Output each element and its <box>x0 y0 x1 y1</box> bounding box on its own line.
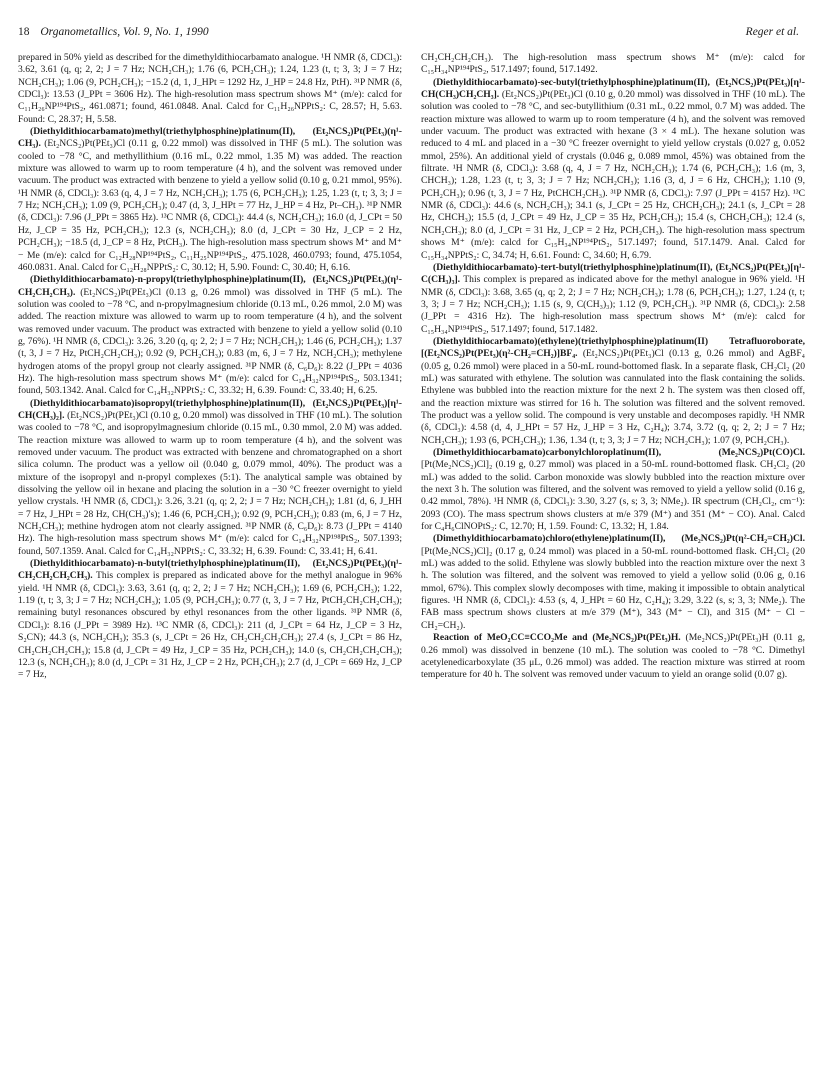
paragraph-text: (Et₂NCS₂)Pt(PEt₃)Cl (0.10 g, 0.20 mmol) was dissolved in THF (10 mL). The solution was cooled to −78 °C, and isopropylmagnesium chloride (0.15 mL, 0.30 mmol, 2.0 M) was added. The reaction mixture was allowed to warm up to room temperature (4 h), and the solvent was removed under vacuum. The product was extracted with benzene and chromatographed on a short silica column. The product was a yellow oil (0.040 g, 0.079 mmol, 40%). The product was a mixture of the isopropyl and n-propyl complexes (5:1). The analytical sample was obtained by dissolving the yellow oil in hexane and placing the solution in a −30 °C freezer overnight to yield yellow crystals. ¹H NMR (δ, CDCl₃): 3.26, 3.21 (q, q; 2, 2; J = 7 Hz; NCH₂CH₃); 1.81 (d, 6, J_HH = 7 Hz, J_HPt = 28 Hz, CH(CH₃)′s); 1.46 (6, PCH₂CH₃); 0.92 (9, PCH₂CH₃); 0.83 (m, 6, J = 7 Hz, NCH₂CH₃); methine hydrogen atom not clearly assigned. ³¹P NMR (δ, C₆D₆): 8.73 (J_PPt = 4140 Hz). The high-resolution mass spectrum shows M⁺ (m/e): calcd for C₁₄H₃₂NP¹⁹⁸PtS₂, 507.1393; found, 507.1359. Anal. Calcd for C₁₄H₃₂NPPtS₂: C, 33.32; H, 6.39. Found: C, 33.41; H, 6.41. <box>18 409 402 557</box>
paragraph-text: This complex is prepared as indicated above for the methyl analogue in 96% yield. ¹H NMR (δ, CDCl₃): 3.63, 3.61 (q, q; 2, 2; J = 7 Hz; NCH₂CH₃); 1.69 (6, PCH₂CH₃); 1.22, 1.19 (t, t; 3, 3; J = 7 Hz; NCH₂CH₃); 1.05 (9, PCH₂CH₃); 0.77 (t, 3, J = 7 Hz, PtCH₂CH₂CH₂CH₃); remaining butyl resonances obscured by ethyl resonances from the other ligands. ³¹P NMR (δ, CDCl₃): 8.16 (J_PPt = 3989 Hz). ¹³C NMR (δ, CDCl₃): 211 (d, J_CPt = 64 Hz, J_CP = 3 Hz, S₂CN); 44.3 (s, NCH₂CH₃); 35.3 (s, J_CPt = 26 Hz, CH₂CH₂CH₂CH₃); 27.4 (s, J_CPt = 86 Hz, CH₂CH₂CH₂CH₃); 15.8 (d, J_CPt = 49 Hz, J_CP = 35 Hz, PCH₂CH₃); 14.0 (s, CH₂CH₂CH₂CH₃); 12.3 (s, NCH₂CH₃); 8.0 (d, J_CPt = 31 Hz, J_CP = 2 Hz, PCH₂CH₃); 2.7 (d, J_CPt = 669 Hz, J_CP = 7 Hz, <box>18 570 402 681</box>
compound-heading: (Diethyldithiocarbamato)isopropyl(triethylphosphine)platinum(II), (Et₂NCS₂)Pt(PEt₃)[η¹-CH(CH₃)₂]. <box>18 397 402 421</box>
paragraph <box>18 126 402 274</box>
paragraph-text: This complex is prepared as indicated above for the methyl analogue in 96% yield. ¹H NMR (δ, CDCl₃): 3.68, 3.65 (q, q; 2, 2; J = 7 Hz; NCH₂CH₃); 1.78 (6, PCH₂CH₃); 1.27, 1.24 (t, t; 3, 3; J = 7 Hz; NCH₂CH₃); 1.15 (s, 9, C(CH₃)₃); 1.12 (9, PCH₂CH₃). ³¹P NMR (δ, CDCl₃): 2.58 (J_PPt = 4316 Hz). The high-resolution mass spectrum shows M⁺ (m/e): calcd for C₁₅H₃₄NP¹⁹⁴PtS₂, 517.1497; found, 517.1482. <box>421 274 805 335</box>
header-left <box>18 26 209 38</box>
paragraph-text: (Me₂NCS₂)Pt(PEt₃)H (0.11 g, 0.26 mmol) was dissolved in benzene (10 mL). The solution was cooled to −78 °C. Dimethyl acetylenedicarboxylate (35 μL, 0.26 mmol) was added. The reaction mixture was stirred at room temperature for 40 h. The solvent was removed under vacuum to yield an orange solid (0.07 g). <box>421 632 805 681</box>
paragraph-continued <box>18 52 402 126</box>
compound-heading: (Diethyldithiocarbamato)-tert-butyl(triethylphosphine)platinum(II), (Et₂NCS₂)Pt(PEt₃)[η¹-C(CH₃)₃]. <box>421 261 805 286</box>
journal-citation: Organometallics, Vol. 9, No. 1, 1990 <box>40 26 209 38</box>
paragraph <box>421 336 805 447</box>
paragraph-text: prepared in 50% yield as described for the dimethyldithiocarbamato analogue. ¹H NMR (δ, CDCl₃): 3.62, 3.61 (q, q; 2, 2; J = 7 Hz; NCH₂CH₃); 1.76 (6, PCH₂CH₃); 1.24, 1.23 (t, t; 3, 3; J = 7 Hz; NCH₂CH₃); 1.06 (9, PCH₂CH₃); −15.2 (d, 1, J_HPt = 1292 Hz, J_HP = 24.8 Hz, PtH). ³¹P NMR (δ, CDCl₃): 13.53 (J_PPt = 3606 Hz). The high-resolution mass spectrum shows M⁺ (m/e): calcd for C₁₁H₂₆NP¹⁹⁴PtS₂, 461.0871; found, 461.0848. Anal. Calcd for C₁₁H₂₆NPPtS₂: C, 28.57; H, 5.63. Found: C, 28.37; H, 5.58. <box>18 52 402 125</box>
compound-heading: (Diethyldithiocarbamato)-sec-butyl(triethylphosphine)platinum(II), (Et₂NCS₂)Pt(PEt₃)[η¹-CH(CH₃)CH₂CH₃]. <box>421 76 805 101</box>
paragraph-text: [Pt(Me₂NCS₂)Cl]₂ (0.17 g, 0.24 mmol) was placed in a 50-mL round-bottomed flask. CH₂Cl₂ (20 mL) was added to the solid. Ethylene was slowly bubbled into the reaction mixture over the next 3 h. The solution was filtered, and the solvent was removed to yield a yellow solid (0.06 g, 0.16 mmol, 67%). This complex slowly decomposes with time, making it impossible to obtain analytical figures. ¹H NMR (δ, CDCl₃): 4.53 (s, 4, J_HPt = 60 Hz, C₂H₄); 3.29, 3.22 (s, s; 3, 3; NMe₂). The FAB mass spectrum shows clusters at m/e 379 (M⁺), 343 (M⁺ − Cl), and 315 (M⁺ − Cl − CH₂=CH₂). <box>421 545 805 631</box>
paragraph-text: (Et₂NCS₂)Pt(PEt₃)Cl (0.10 g, 0.20 mmol) was dissolved in THF (10 mL). The solution was cooled to −78 °C, and sec-butyllithium (0.31 mL, 0.22 mmol, 0.7 M) was added. The reaction mixture was allowed to warm up to room temperature (4 h), and the solvent was removed under vacuum. The product was extracted with hexane (3 × 4 mL). The hexane solution was reduced to 4 mL and placed in a −30 °C freezer overnight to yield yellow crystals (0.027 g, 0.052 mmol, 25%). An additional yield of crystals (0.046 g, 0.089 mmol, 45%) was obtained from the filtrate. ¹H NMR (δ, CDCl₃): 3.68 (q, 4, J = 7 Hz, NCH₂CH₃); 1.74 (6, PCH₂CH₃); 1.6 (m, 3, CHCH₃); 1.28, 1.23 (t, t; 3, 3; J = 7 Hz; NCH₂CH₃); 1.16 (3, d, J = 6 Hz, CHCH₃); 1.10 (9, PCH₂CH₃); 0.96 (t, 3, J = 7 Hz, PtCHCH₂CH₃). ³¹P NMR (δ, CDCl₃): 7.97 (J_PPt = 4157 Hz). ¹³C NMR (δ, CDCl₃): 44.6 (s, NCH₂CH₃); 34.1 (s, J_CPt = 25 Hz, CHCH₂CH₃); 24.1 (s, J_CPt = 28 Hz, CHCH₃); 15.5 (d, J_CPt = 49 Hz, J_CP = 35 Hz, PCH₂CH₃); 15.4 (s, CHCH₂CH₃); 12.4 (s, NCH₂CH₃); 8.0 (d, J_CPt = 31 Hz, J_CP = 2 Hz, PCH₂CH₃). The high-resolution mass spectrum shows M⁺ (m/e): calcd for C₁₅H₃₄NP¹⁹⁴PtS₂, 517.1497; found, 517.1479. Anal. Calcd for C₁₅H₃₄NPPtS₂: C, 34.74; H, 6.61. Found: C, 34.60; H, 6.79. <box>421 89 805 261</box>
page-number: 18 <box>18 26 30 38</box>
paragraph-text: (Et₂NCS₂)Pt(PEt₃)Cl (0.13 g, 0.26 mmol) was dissolved in THF (5 mL). The solution was cooled to −78 °C, and n-propylmagnesium chloride (0.13 mL, 0.26 mmol, 2.0 M) was added. The reaction mixture was allowed to warm up to room temperature (4 h), and the solvent was removed under vacuum. The product was extracted with benzene to yield a yellow solid (0.10 g, 76%). ¹H NMR (δ, CDCl₃): 3.26, 3.20 (q, q; 2, 2; J = 7 Hz; NCH₂CH₃); 1.46 (6, PCH₂CH₃); 1.37 (t, 3, J = 7 Hz, PtCH₂CH₂CH₃); 0.92 (9, PCH₂CH₃); 0.83 (m, 6, J = 7 Hz, NCH₂CH₃); methylene hydrogen atoms of the propyl group not clearly assigned. ³¹P NMR (δ, C₆D₆): 8.22 (J_PPt = 4036 Hz). The high-resolution mass spectrum shows M⁺ (m/e): calcd for C₁₄H₃₂NP¹⁹⁴PtS₂, 503.1341; found, 503.1342. Anal. Calcd for C₁₄H₃₂NPPtS₂: C, 33.32; H, 6.39. Found: C, 33.40; H, 6.25. <box>18 286 402 397</box>
compound-heading: (Diethyldithiocarbamato)-n-propyl(triethylphosphine)platinum(II), (Et₂NCS₂)Pt(PEt₃)(η¹-CH₂CH₂CH₃). <box>18 274 402 298</box>
paragraph <box>421 632 805 681</box>
compound-heading: Reaction of MeO₂CC≡CCO₂Me and (Me₂NCS₂)Pt(PEt₃)H. <box>433 632 686 644</box>
paragraph-continued <box>421 52 805 77</box>
compound-heading: (Dimethyldithiocarbamato)chloro(ethylene)platinum(II), (Me₂NCS₂)Pt(η²-CH₂=CH₂)Cl. <box>433 533 805 545</box>
compound-heading: (Dimethyldithiocarbamato)carbonylchloroplatinum(II), (Me₂NCS₂)Pt(CO)Cl. <box>433 447 805 458</box>
running-authors: Reger et al. <box>745 26 799 38</box>
running-header <box>18 26 799 42</box>
paragraph <box>18 274 402 397</box>
paragraph-text: (Et₂NCS₂)Pt(PEt₃)Cl (0.11 g, 0.22 mmol) was dissolved in THF (5 mL). The solution was cooled to −78 °C, and methyllithium (0.16 mL, 0.22 mmol, 1.35 M) was added. The reaction mixture was allowed to warm up to room temperature (4 h), and the solvent was removed under vacuum. The product was extracted with benzene to yield a yellow solid (0.10 g, 0.21 mmol, 95%). ¹H NMR (δ, CDCl₃): 3.63 (q, 4, J = 7 Hz, NCH₂CH₃); 1.75 (6, PCH₂CH₃); 1.25, 1.23 (t, t; 3, 3; J = 7 Hz; NCH₂CH₃); 1.09 (9, PCH₂CH₃); 0.47 (d, 3, J_HPt = 77 Hz, J_HP = 4 Hz, Pt–CH₃). ³¹P NMR (δ, CDCl₃): 7.96 (J_PPt = 3865 Hz). ¹³C NMR (δ, CDCl₃): 44.4 (s, NCH₂CH₃); 16.0 (d, J_CPt = 50 Hz, J_CP = 35 Hz, PCH₂CH₃); 12.3 (s, NCH₂CH₃); 8.0 (d, J_CPt = 30 Hz, J_CP = 2 Hz, PCH₂CH₃); −18.5 (d, J_CP = 8 Hz, PtCH₃). The high-resolution mass spectrum shows M⁺ and M⁺ − Me (m/e): calcd for C₁₂H₂₈NP¹⁹⁴PtS₂, C₁₁H₂₅NP¹⁹⁴PtS₂, 475.1028, 460.0793; found, 475.1054, 460.0831. Anal. Calcd for C₁₂H₂₈NPPtS₂: C, 30.12; H, 5.90. Found: C, 30.40; H, 6.16. <box>18 138 402 273</box>
compound-heading: (Diethyldithiocarbamato)-n-butyl(triethylphosphine)platinum(II), (Et₂NCS₂)Pt(PEt₃)(η¹-CH₂CH₂CH₂CH₃). <box>18 558 402 582</box>
paragraph <box>18 558 402 681</box>
compound-heading: (Diethyldithiocarbamato)(ethylene)(triethylphosphine)platinum(II) Tetrafluoroborate, [(Et₂NCS₂)Pt(PEt₃)(η²-CH₂=CH₂)]BF₄. <box>421 335 805 360</box>
paragraph <box>421 447 805 533</box>
right-column <box>421 52 805 1054</box>
paragraph <box>421 262 805 336</box>
left-column <box>18 52 402 1054</box>
paragraph-text: [Pt(Me₂NCS₂)Cl]₂ (0.19 g, 0.27 mmol) was placed in a 50-mL round-bottomed flask. CH₂Cl₂ (20 mL) was added to the solid. Carbon monoxide was slowly bubbled into the reaction mixture over the next 3 h. The solution was filtered, and the solvent was removed to yield a yellow solid (0.16 g, 0.42 mmol, 78%). ¹H NMR (δ, CDCl₃): 3.30, 3.27 (s, s; 3, 3; NMe₂). IR spectrum (CH₂Cl₂, cm⁻¹): 2093 (CO). The mass spectrum shows clusters at m/e 379 (M⁺) and 351 (M⁺ − CO). Anal. Calcd for C₄H₆ClNOPtS₂: C, 12.70; H, 1.59. Found: C, 13.32; H, 1.84. <box>421 459 805 533</box>
paragraph-text: CH₂CH₂CH₂CH₃). The high-resolution mass spectrum shows M⁺ (m/e): calcd for C₁₅H₃₄NP¹⁹⁴PtS₂, 517.1497; found, 517.1492. <box>421 52 805 76</box>
paragraph-text: (Et₂NCS₂)Pt(PEt₃)Cl (0.13 g, 0.26 mmol) and AgBF₄ (0.05 g, 0.26 mmol) were placed in a 50-mL round-bottomed flask. In a separate flask, CH₂Cl₂ (20 mL) was saturated with ethylene. The solution was cannulated into the flask containing the solids. Ethylene was bubbled into the reaction mixture for the next 2 h. The system was then closed off, and the reaction mixture was stirred for 16 h. The solution was filtered and the solvent removed. The product was a yellow solid. The compound is very unstable and decomposes rapidly. ¹H NMR (δ, CDCl₃): 4.58 (d, 4, J_HPt = 57 Hz, J_HP = 3 Hz, C₂H₄); 3.74, 3.72 (q, q; 2, 2; J = 7 Hz; NCH₂CH₃); 1.93 (6, PCH₂CH₃); 1.36, 1.34 (t, t; 3, 3; J = 7 Hz; NCH₂CH₃); 1.07 (9, PCH₂CH₃). <box>421 348 805 446</box>
paragraph <box>18 398 402 558</box>
paragraph <box>421 533 805 632</box>
paragraph <box>421 77 805 262</box>
compound-heading: (Diethyldithiocarbamato)methyl(triethylphosphine)platinum(II), (Et₂NCS₂)Pt(PEt₃)(η¹-CH₃). <box>18 126 402 150</box>
